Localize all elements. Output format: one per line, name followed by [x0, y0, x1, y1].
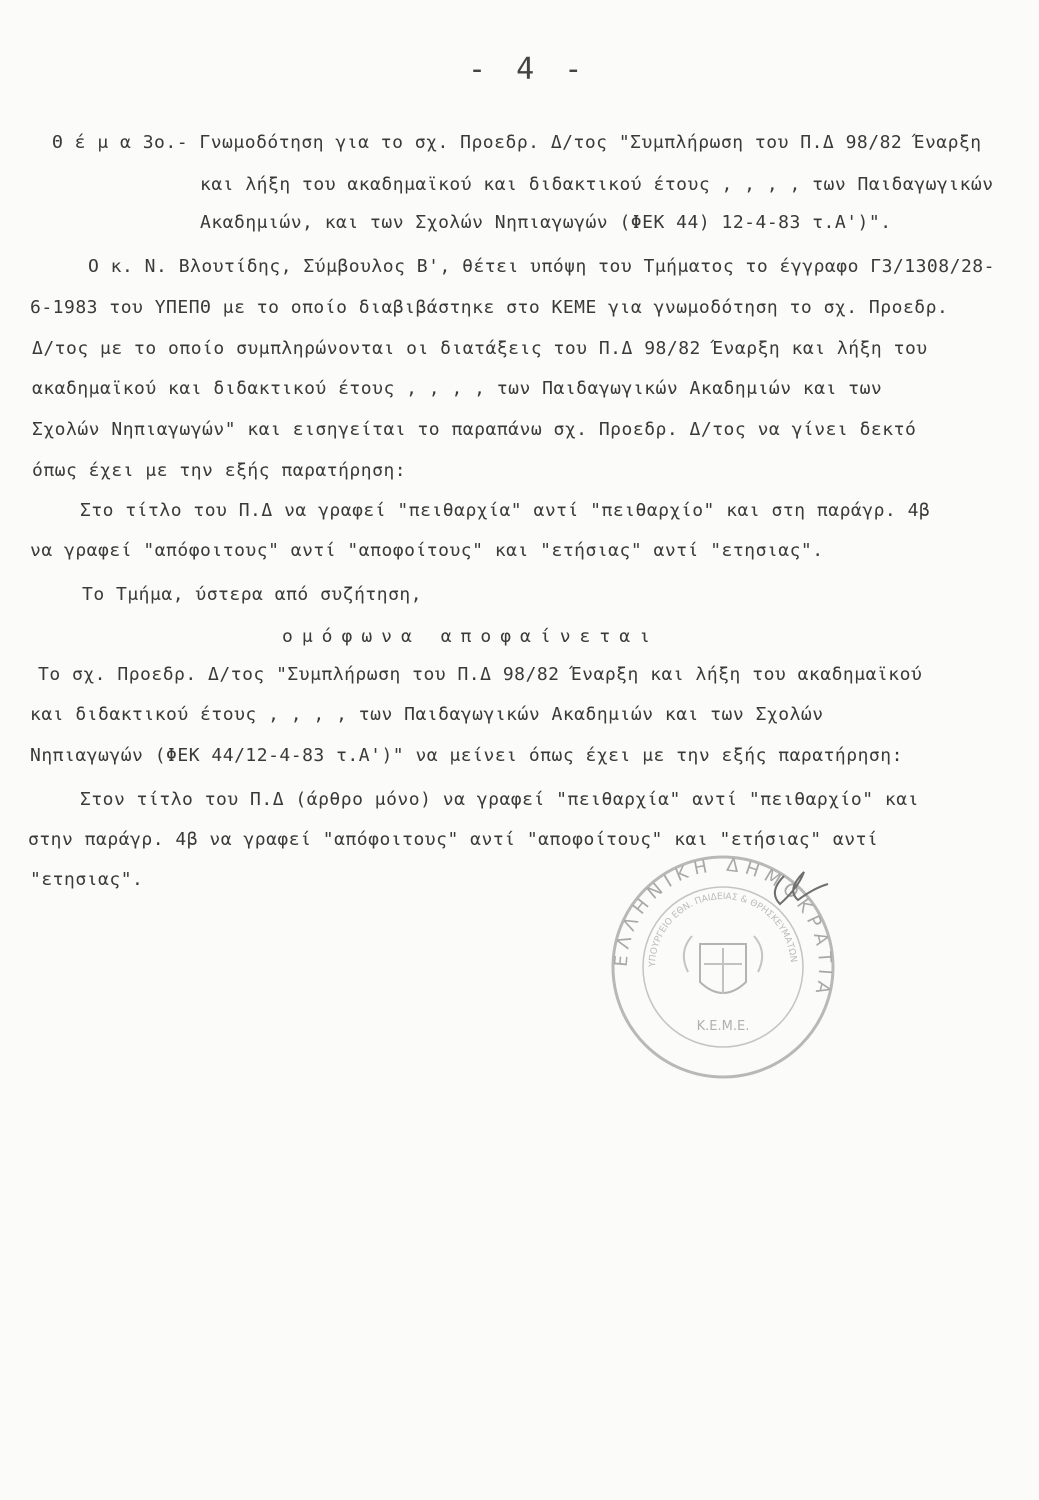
section-intro: Το Τμήμα, ύστερα από συζήτηση, — [82, 584, 423, 605]
decision-heading: ομόφωνα αποφαίνεται — [282, 626, 659, 647]
intro-line-4: ακαδημαϊκού και διδακτικού έτους , , , , των Παιδαγωγικών Ακαδημιών και των — [32, 378, 883, 399]
remark2-line-3: "ετησιας". — [30, 869, 144, 890]
intro-line-3: Δ/τος με το οποίο συμπληρώνονται οι διατάξεις του Π.Δ 98/82 Έναρξη και λήξη του — [32, 338, 928, 359]
emblem-icon — [684, 936, 762, 994]
topic-line-3: Ακαδημιών, και των Σχολών Νηπιαγωγών (ΦΕΚ 44) 12-4-83 τ.Α')". — [200, 212, 892, 233]
intro-line-1: Ο κ. Ν. Βλουτίδης, Σύμβουλος Β', θέτει υπόψη του Τμήματος το έγγραφο Γ3/1308/28- — [88, 256, 995, 277]
stamp-outer-text: ΕΛΛΗΝΙΚΗ ΔΗΜΟΚΡΑΤΙΑ — [610, 854, 836, 1002]
decision-line-1: Το σχ. Προεδρ. Δ/τος "Συμπλήρωση του Π.Δ 98/82 Έναρξη και λήξη του ακαδημαϊκού — [38, 664, 923, 685]
stamp-bottom-text: Κ.Ε.Μ.Ε. — [696, 1019, 750, 1034]
decision-line-3: Νηπιαγωγών (ΦΕΚ 44/12-4-83 τ.Α')" να μείνει όπως έχει με την εξής παρατήρηση: — [30, 745, 903, 766]
topic-line-2: και λήξη του ακαδημαϊκού και διδακτικού έτους , , , , των Παιδαγωγικών — [200, 174, 994, 195]
remark2-line-2: στην παράγρ. 4β να γραφεί "απόφοιτους" αντί "αποφοίτους" και "ετήσιας" αντί — [28, 829, 879, 850]
official-stamp — [608, 852, 838, 1082]
intro-line-6: όπως έχει με την εξής παρατήρηση: — [32, 460, 407, 481]
decision-line-2: και διδακτικού έτους , , , , των Παιδαγωγικών Ακαδημιών και των Σχολών — [30, 704, 824, 725]
intro-line-5: Σχολών Νηπιαγωγών" και εισηγείται το παραπάνω σχ. Προεδρ. Δ/τος να γίνει δεκτό — [32, 419, 917, 440]
topic-line-1: Θ έ μ α 3ο.- Γνωμοδότηση για το σχ. Προεδρ. Δ/τος "Συμπλήρωση του Π.Δ 98/82 Έναρξη — [52, 132, 982, 153]
page-number: - 4 - — [468, 52, 589, 87]
stamp-inner-text: ΥΠΟΥΡΓΕΙΟ ΕΘΝ. ΠΑΙΔΕΙΑΣ & ΘΡΗΣΚΕΥΜΑΤΩΝ — [647, 891, 798, 968]
remark1-line-1: Στο τίτλο του Π.Δ να γραφεί "πειθαρχία" αντί "πειθαρχίο" και στη παράγρ. 4β — [80, 500, 931, 521]
remark1-line-2: να γραφεί "απόφοιτους" αντί "αποφοίτους" και "ετήσιας" αντί "ετησιας". — [30, 540, 824, 561]
intro-line-2: 6-1983 του ΥΠΕΠΘ με το οποίο διαβιβάστηκε στο ΚΕΜΕ για γνωμοδότηση το σχ. Προεδρ. — [30, 297, 949, 318]
remark2-line-1: Στον τίτλο του Π.Δ (άρθρο μόνο) να γραφεί "πειθαρχία" αντί "πειθαρχίο" και — [80, 789, 919, 810]
